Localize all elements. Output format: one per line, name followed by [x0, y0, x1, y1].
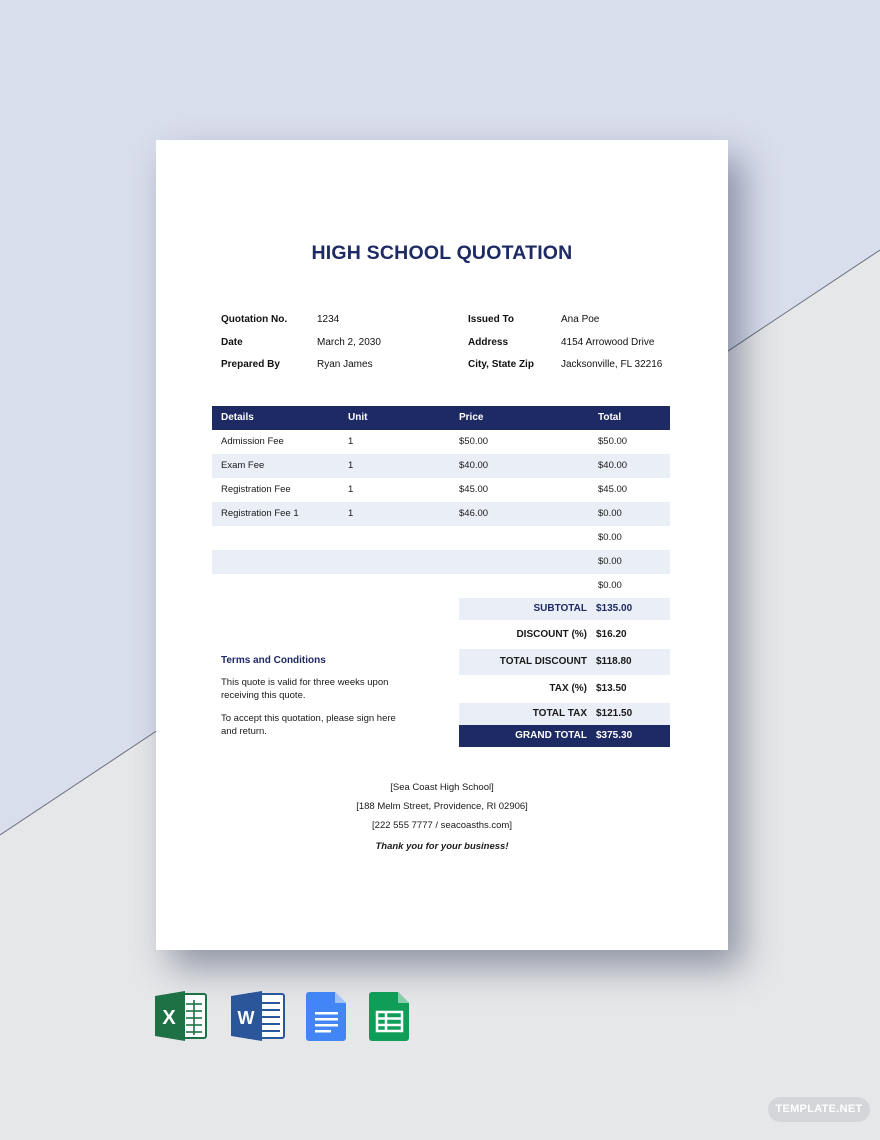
row-total: $40.00	[598, 460, 628, 471]
city-state-zip-value: Jacksonville, FL 32216	[561, 359, 663, 370]
document-title: HIGH SCHOOL QUOTATION	[311, 242, 573, 264]
template-net-watermark[interactable]: TEMPLATE.NET	[768, 1097, 870, 1122]
total-discount-label: TOTAL DISCOUNT	[499, 656, 587, 667]
total-tax-row	[459, 703, 670, 725]
grand-total-label: GRAND TOTAL	[515, 730, 587, 741]
total-discount-row	[459, 649, 670, 675]
quotation-no-label: Quotation No.	[221, 314, 288, 325]
google-docs-icon[interactable]	[306, 990, 348, 1042]
total-discount-value: $118.80	[596, 656, 632, 667]
google-sheets-icon[interactable]	[369, 990, 411, 1042]
terms-text-validity: This quote is valid for three weeks upon receiving this quote.	[221, 677, 389, 701]
discount-percent-row	[459, 622, 670, 648]
row-total: $0.00	[598, 508, 622, 519]
row-price: $50.00	[459, 436, 489, 447]
issued-to-label: Issued To	[468, 314, 514, 325]
row-total: $0.00	[598, 556, 622, 567]
grand-total-value: $375.30	[596, 730, 633, 741]
subtotal-row	[459, 598, 670, 620]
table-row	[212, 550, 670, 574]
row-unit: 1	[348, 508, 354, 519]
table-row	[212, 454, 670, 478]
row-total: $0.00	[598, 532, 622, 543]
row-total: $50.00	[598, 436, 628, 447]
quotation-no-value: 1234	[317, 314, 340, 325]
prepared-by-value: Ryan James	[317, 359, 373, 370]
city-state-zip-label: City, State Zip	[468, 359, 534, 370]
row-total: $45.00	[598, 484, 628, 495]
quotation-document	[156, 140, 728, 950]
table-row	[212, 478, 670, 502]
tax-percent-row	[459, 676, 670, 702]
subtotal-label: SUBTOTAL	[533, 603, 587, 614]
header-unit: Unit	[348, 412, 368, 423]
svg-text:W: W	[237, 1008, 255, 1028]
date-label: Date	[221, 337, 243, 348]
total-tax-value: $121.50	[596, 708, 633, 719]
row-details: Registration Fee	[221, 484, 291, 495]
date-value: March 2, 2030	[317, 337, 381, 348]
tax-percent-label: TAX (%)	[549, 683, 587, 694]
row-details: Admission Fee	[221, 436, 284, 447]
header-total: Total	[598, 412, 622, 423]
table-row	[212, 574, 670, 598]
word-icon[interactable]	[231, 990, 287, 1042]
row-details: Exam Fee	[221, 460, 265, 471]
terms-title: Terms and Conditions	[221, 655, 326, 666]
row-price: $45.00	[459, 484, 489, 495]
excel-icon[interactable]	[155, 990, 209, 1042]
header-price: Price	[459, 412, 484, 423]
discount-percent-value: $16.20	[596, 629, 627, 640]
row-unit: 1	[348, 484, 354, 495]
table-row	[212, 430, 670, 454]
footer-contact: [222 555 7777 / seacoasths.com]	[372, 820, 512, 831]
terms-text-acceptance: To accept this quotation, please sign here and return.	[221, 713, 396, 737]
discount-percent-label: DISCOUNT (%)	[516, 629, 587, 640]
footer-thanks: Thank you for your business!	[375, 841, 509, 852]
table-header	[212, 406, 670, 430]
table-row	[212, 502, 670, 526]
header-details: Details	[221, 412, 254, 423]
svg-text:X: X	[162, 1007, 176, 1029]
row-total: $0.00	[598, 580, 622, 591]
row-price: $46.00	[459, 508, 489, 519]
footer-address: [188 Melm Street, Providence, RI 02906]	[356, 801, 528, 812]
subtotal-value: $135.00	[596, 603, 633, 614]
row-unit: 1	[348, 436, 354, 447]
issued-to-value: Ana Poe	[561, 314, 600, 325]
address-value: 4154 Arrowood Drive	[561, 337, 655, 348]
row-unit: 1	[348, 460, 354, 471]
footer-school-name: [Sea Coast High School]	[390, 782, 494, 793]
grand-total-row	[459, 725, 670, 747]
table-row	[212, 526, 670, 550]
row-details: Registration Fee 1	[221, 508, 299, 519]
row-price: $40.00	[459, 460, 489, 471]
total-tax-label: TOTAL TAX	[532, 708, 587, 719]
tax-percent-value: $13.50	[596, 683, 627, 694]
prepared-by-label: Prepared By	[221, 359, 280, 370]
address-label: Address	[468, 337, 509, 348]
